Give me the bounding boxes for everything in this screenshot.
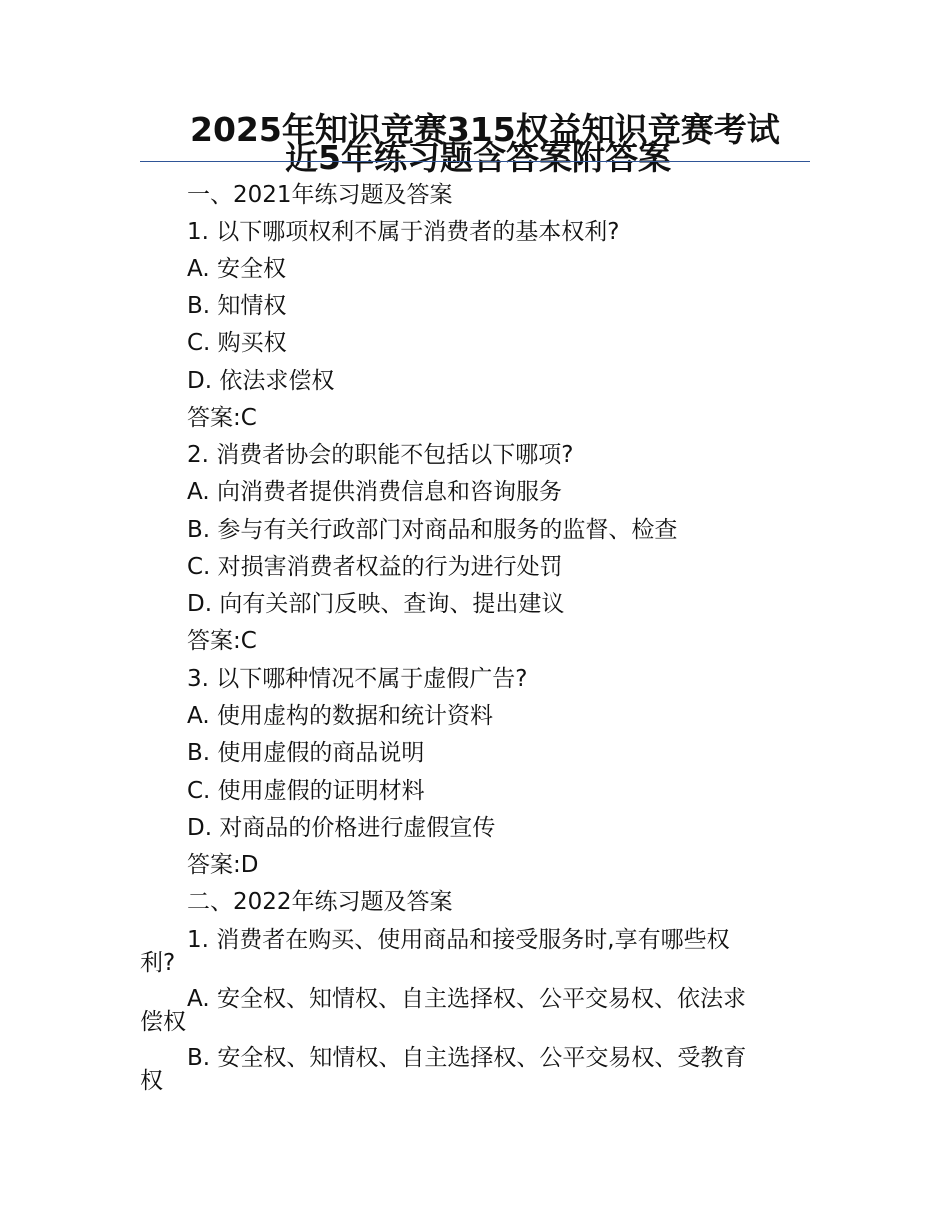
option-a-continued: 偿权: [140, 1009, 186, 1035]
question-2022-1-continued: 利?: [140, 950, 176, 976]
answer-2021-1: 答案:C: [187, 405, 257, 431]
answer-2021-3: 答案:D: [187, 852, 259, 878]
question-2021-1: 1. 以下哪项权利不属于消费者的基本权利?: [187, 219, 620, 245]
option-d: D. 对商品的价格进行虚假宣传: [187, 815, 496, 841]
answer-2021-2: 答案:C: [187, 628, 257, 654]
section-heading-2021: 一、2021年练习题及答案: [187, 182, 453, 208]
option-a: A. 使用虚构的数据和统计资料: [187, 703, 493, 729]
option-b: B. 参与有关行政部门对商品和服务的监督、检查: [187, 517, 678, 543]
option-d: D. 向有关部门反映、查询、提出建议: [187, 591, 565, 617]
document-title-line-1: 2025年知识竞赛315权益知识竞赛考试: [190, 110, 780, 149]
question-2021-2: 2. 消费者协会的职能不包括以下哪项?: [187, 442, 574, 468]
question-2021-3: 3. 以下哪种情况不属于虚假广告?: [187, 666, 528, 692]
option-b-continued: 权: [140, 1068, 163, 1094]
option-d: D. 依法求偿权: [187, 368, 335, 394]
section-heading-2022: 二、2022年练习题及答案: [187, 889, 453, 915]
document-title-line-2: 近5年练习题含答案附答案: [285, 138, 671, 177]
option-c: C. 对损害消费者权益的行为进行处罚: [187, 554, 563, 580]
option-a: A. 向消费者提供消费信息和咨询服务: [187, 479, 562, 505]
option-b: B. 使用虚假的商品说明: [187, 740, 425, 766]
option-c: C. 使用虚假的证明材料: [187, 778, 425, 804]
option-a: A. 安全权、知情权、自主选择权、公平交易权、依法求: [187, 986, 746, 1012]
option-a: A. 安全权: [187, 256, 286, 282]
question-2022-1: 1. 消费者在购买、使用商品和接受服务时,享有哪些权: [187, 927, 730, 953]
option-c: C. 购买权: [187, 330, 287, 356]
title-divider: [140, 161, 810, 162]
option-b: B. 知情权: [187, 293, 287, 319]
option-b: B. 安全权、知情权、自主选择权、公平交易权、受教育: [187, 1045, 747, 1071]
